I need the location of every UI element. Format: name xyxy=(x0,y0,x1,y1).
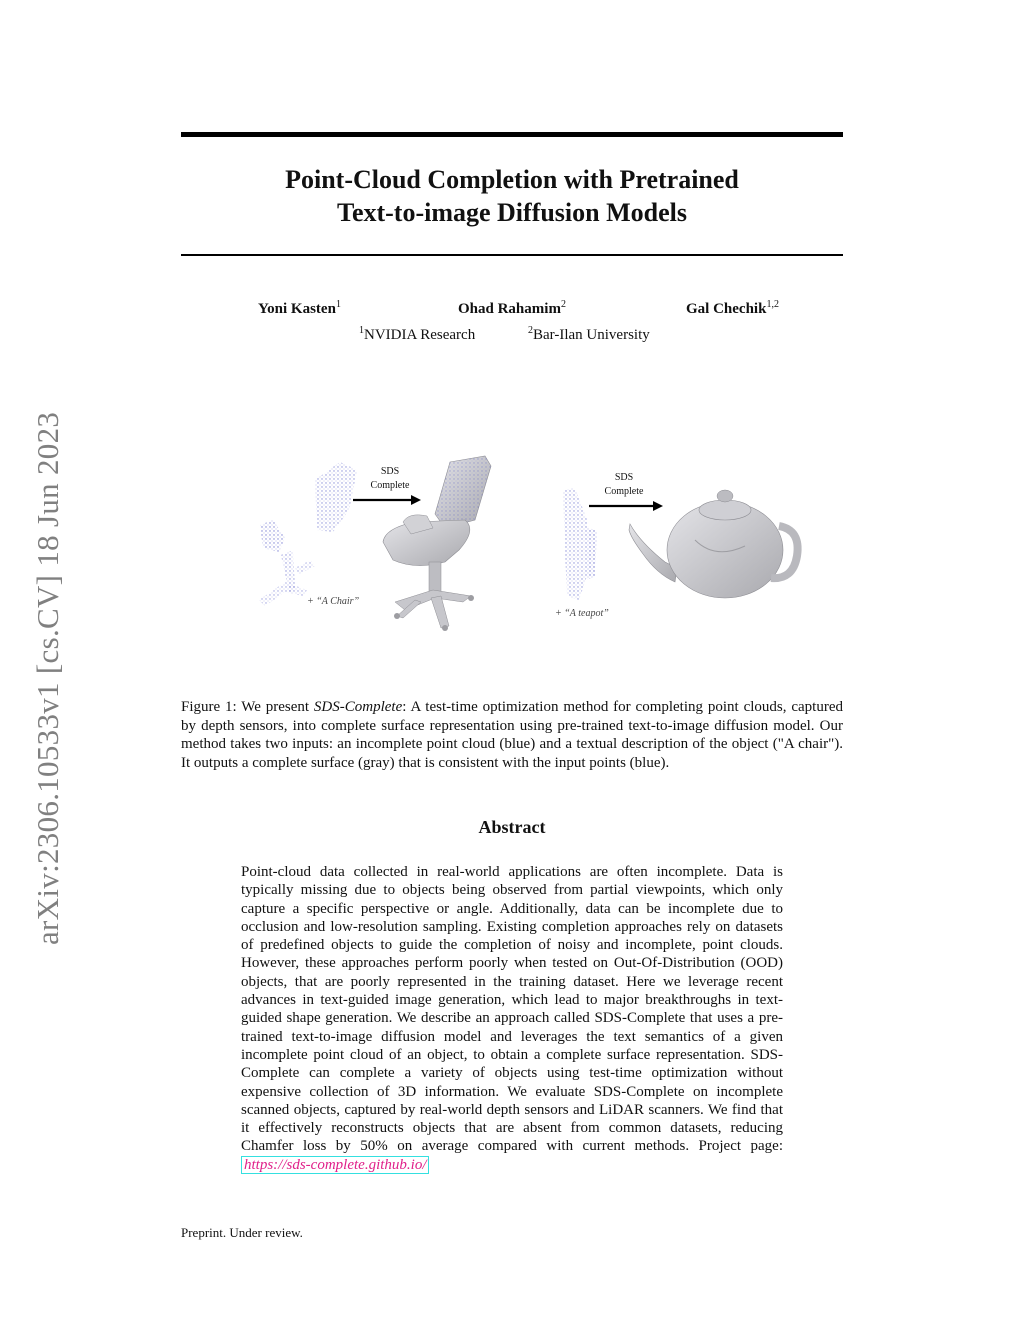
partial-teapot-point-cloud xyxy=(563,488,597,600)
author-name: Gal Chechik xyxy=(686,301,767,317)
chair-prompt-label: + “A Chair” xyxy=(307,596,360,607)
author-2 xyxy=(458,299,566,318)
right-arrow-icon xyxy=(589,501,663,511)
left-arrow-label-top: SDS xyxy=(380,466,400,477)
arxiv-identifier: arXiv:2306.10533v1 [cs.CV] 18 Jun 2023 xyxy=(30,411,65,945)
figure-caption: Figure 1: We present SDS-Complete: A test-time optimization method for completing point clouds, captured by depth sensors, into complete surface representation using pre-trained text-to-image diffusion model. Our method takes two inputs: an incomplete point cloud (blue) and a textual description of the object ("A chair"). It outputs a complete surface (gray) that is consistent with the input points (blue). xyxy=(181,699,843,771)
right-arrow-label-bottom: Complete xyxy=(604,486,644,497)
paper-title xyxy=(181,163,843,229)
abstract-body: Point-cloud data collected in real-world applications are often incomplete. Data is typically missing due to objects being observed from partial viewpoints, which only capture a specific perspective or angle. Additionally, data can be incomplete due to occlusion and low-resolution sampling. Existing completion approaches rely on datasets of predefined objects to guide the completion of noisy and incomplete, point clouds. However, these approaches perform poorly when tested on Out-Of-Distribution (OOD) objects, that are poorly represented in the training dataset. Here we leverage recent advances in text-guided image generation, which lead to major breakthroughs in text-guided shape generation. We describe an approach called SDS-Complete that uses a pre-trained text-to-image diffusion model and leverages the text semantics of a given incomplete point cloud of an object, to obtain a complete surface representation. SDS-Complete can complete a variety of objects using test-time optimization without expensive collection of 3D information. We evaluate SDS-Complete on incomplete scanned objects, captured by real-world depth sensors and LiDAR scanners. We find that it effectively reconstructs objects that are absent from common datasets, reducing Chamfer loss by 50% on average compared with current methods. Project page: https://sds-complete.github.io/ xyxy=(241,864,783,1173)
teaser-figure xyxy=(245,450,805,650)
author-affil-sup: 2 xyxy=(560,299,566,310)
project-page-link[interactable]: https://sds-complete.github.io/ xyxy=(241,1156,429,1174)
abstract-heading: Abstract xyxy=(478,817,546,837)
affiliation-1: $^1$NVIDIA Research xyxy=(359,325,476,343)
affiliation-2: $^2$Bar-Ilan University xyxy=(528,325,650,343)
author-name: Yoni Kasten xyxy=(258,301,336,317)
title-line-2: Text-to-image Diffusion Models xyxy=(336,198,687,227)
top-rule xyxy=(181,132,843,137)
teapot-prompt-label: + “A teapot” xyxy=(555,608,609,619)
author-3 xyxy=(686,299,779,318)
caption-method-name: SDS-Complete xyxy=(313,699,403,715)
right-arrow-label-top: SDS xyxy=(614,472,634,483)
partial-chair-point-cloud xyxy=(259,462,357,606)
author-name: Ohad Rahamim xyxy=(458,301,561,317)
title-line-1: Point-Cloud Completion with Pretrained xyxy=(285,165,739,194)
left-arrow-label-bottom: Complete xyxy=(370,480,410,491)
author-1 xyxy=(258,299,341,318)
author-affil-sup: 1,2 xyxy=(766,299,779,310)
left-arrow-icon xyxy=(353,495,421,505)
author-affil-sup: 1 xyxy=(335,299,341,310)
footer-note: Preprint. Under review. xyxy=(181,1225,303,1240)
bottom-rule xyxy=(181,254,843,256)
